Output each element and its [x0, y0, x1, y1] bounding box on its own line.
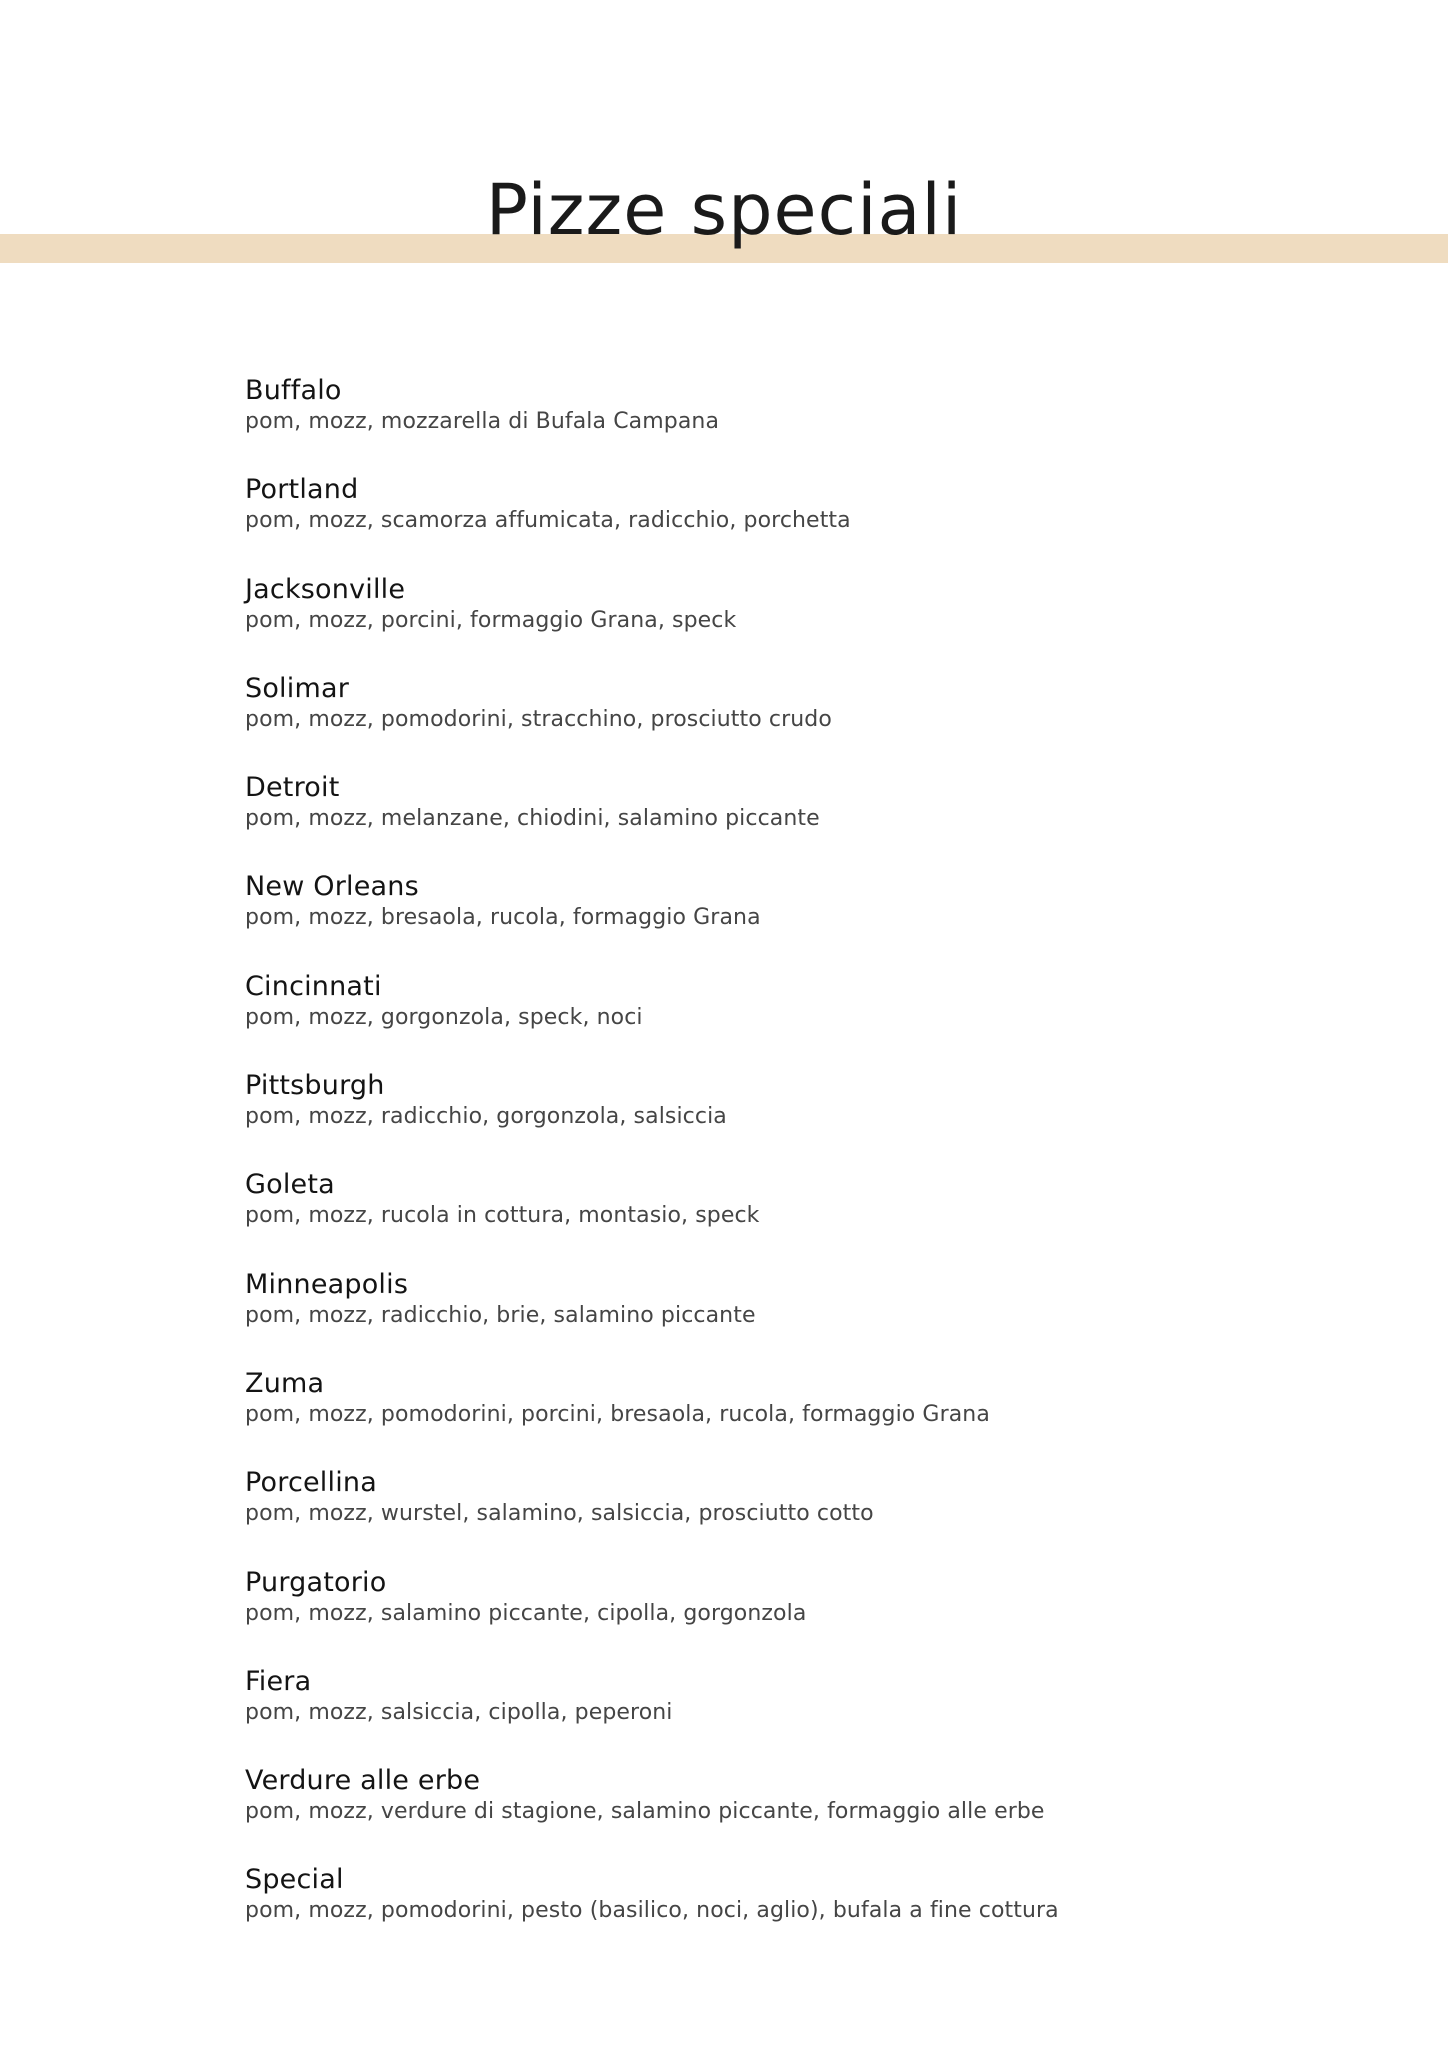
item-description: pom, mozz, mozzarella di Bufala Campana [245, 409, 720, 434]
item-description: pom, mozz, scamorza affumicata, radicchio, porchetta [245, 508, 851, 534]
item-name: Minneapolis [245, 1268, 409, 1300]
item-name: Cincinnati [245, 970, 382, 1002]
menu-item [245, 1466, 1245, 1565]
item-description: pom, mozz, radicchio, brie, salamino piccante [245, 1302, 756, 1328]
menu-item [245, 1665, 1245, 1764]
item-name: Pittsburgh [245, 1070, 385, 1102]
item-name: Purgatorio [245, 1566, 387, 1598]
item-description: pom, mozz, verdure di stagione, salamino piccante, formaggio alle erbe [245, 1799, 1045, 1825]
item-name: Jacksonville [245, 573, 406, 605]
menu-item [245, 870, 1245, 969]
item-description: pom, mozz, porcini, formaggio Grana, speck [245, 607, 737, 633]
item-name: Goleta [245, 1169, 335, 1201]
item-description: pom, mozz, pomodorini, porcini, bresaola, rucola, formaggio Grana [245, 1401, 990, 1427]
item-description: pom, mozz, wurstel, salamino, salsiccia, prosciutto cotto [245, 1501, 874, 1527]
menu-item [245, 573, 1245, 672]
item-name: Portland [245, 474, 359, 506]
item-description: pom, mozz, gorgonzola, speck, noci [245, 1004, 643, 1030]
item-description: pom, mozz, bresaola, rucola, formaggio Grana [245, 905, 761, 931]
menu-item [245, 771, 1245, 870]
menu-item [245, 1764, 1245, 1863]
item-description: pom, mozz, radicchio, gorgonzola, salsiccia [245, 1104, 727, 1130]
page-title: Pizze speciali [485, 169, 963, 251]
item-name: New Orleans [245, 871, 419, 903]
item-name: Solimar [245, 672, 350, 704]
item-description: pom, mozz, pomodorini, pesto (basilico, noci, aglio), bufala a fine cottura [245, 1898, 1059, 1924]
item-name: Detroit [245, 772, 340, 804]
menu-item [245, 374, 1245, 473]
item-name: Porcellina [245, 1467, 377, 1499]
menu-item [245, 970, 1245, 1069]
menu-item [245, 1863, 1245, 1962]
item-name: Fiera [245, 1665, 312, 1697]
item-name: Buffalo [245, 375, 342, 406]
item-description: pom, mozz, melanzane, chiodini, salamino piccante [245, 806, 820, 832]
menu-item [245, 1268, 1245, 1367]
menu-item [245, 1069, 1245, 1168]
menu-item [245, 1566, 1245, 1665]
menu-item [245, 473, 1245, 572]
item-description: pom, mozz, pomodorini, stracchino, prosciutto crudo [245, 706, 832, 732]
menu-item [245, 672, 1245, 771]
menu-item [245, 1367, 1245, 1466]
menu-item [245, 1168, 1245, 1267]
item-description: pom, mozz, salsiccia, cipolla, peperoni [245, 1699, 673, 1725]
item-description: pom, mozz, salamino piccante, cipolla, gorgonzola [245, 1600, 807, 1626]
item-name: Zuma [245, 1367, 325, 1399]
item-name: Verdure alle erbe [245, 1765, 481, 1797]
item-description: pom, mozz, rucola in cottura, montasio, speck [245, 1203, 760, 1229]
item-name: Special [245, 1864, 344, 1896]
menu-list [245, 374, 1245, 1963]
